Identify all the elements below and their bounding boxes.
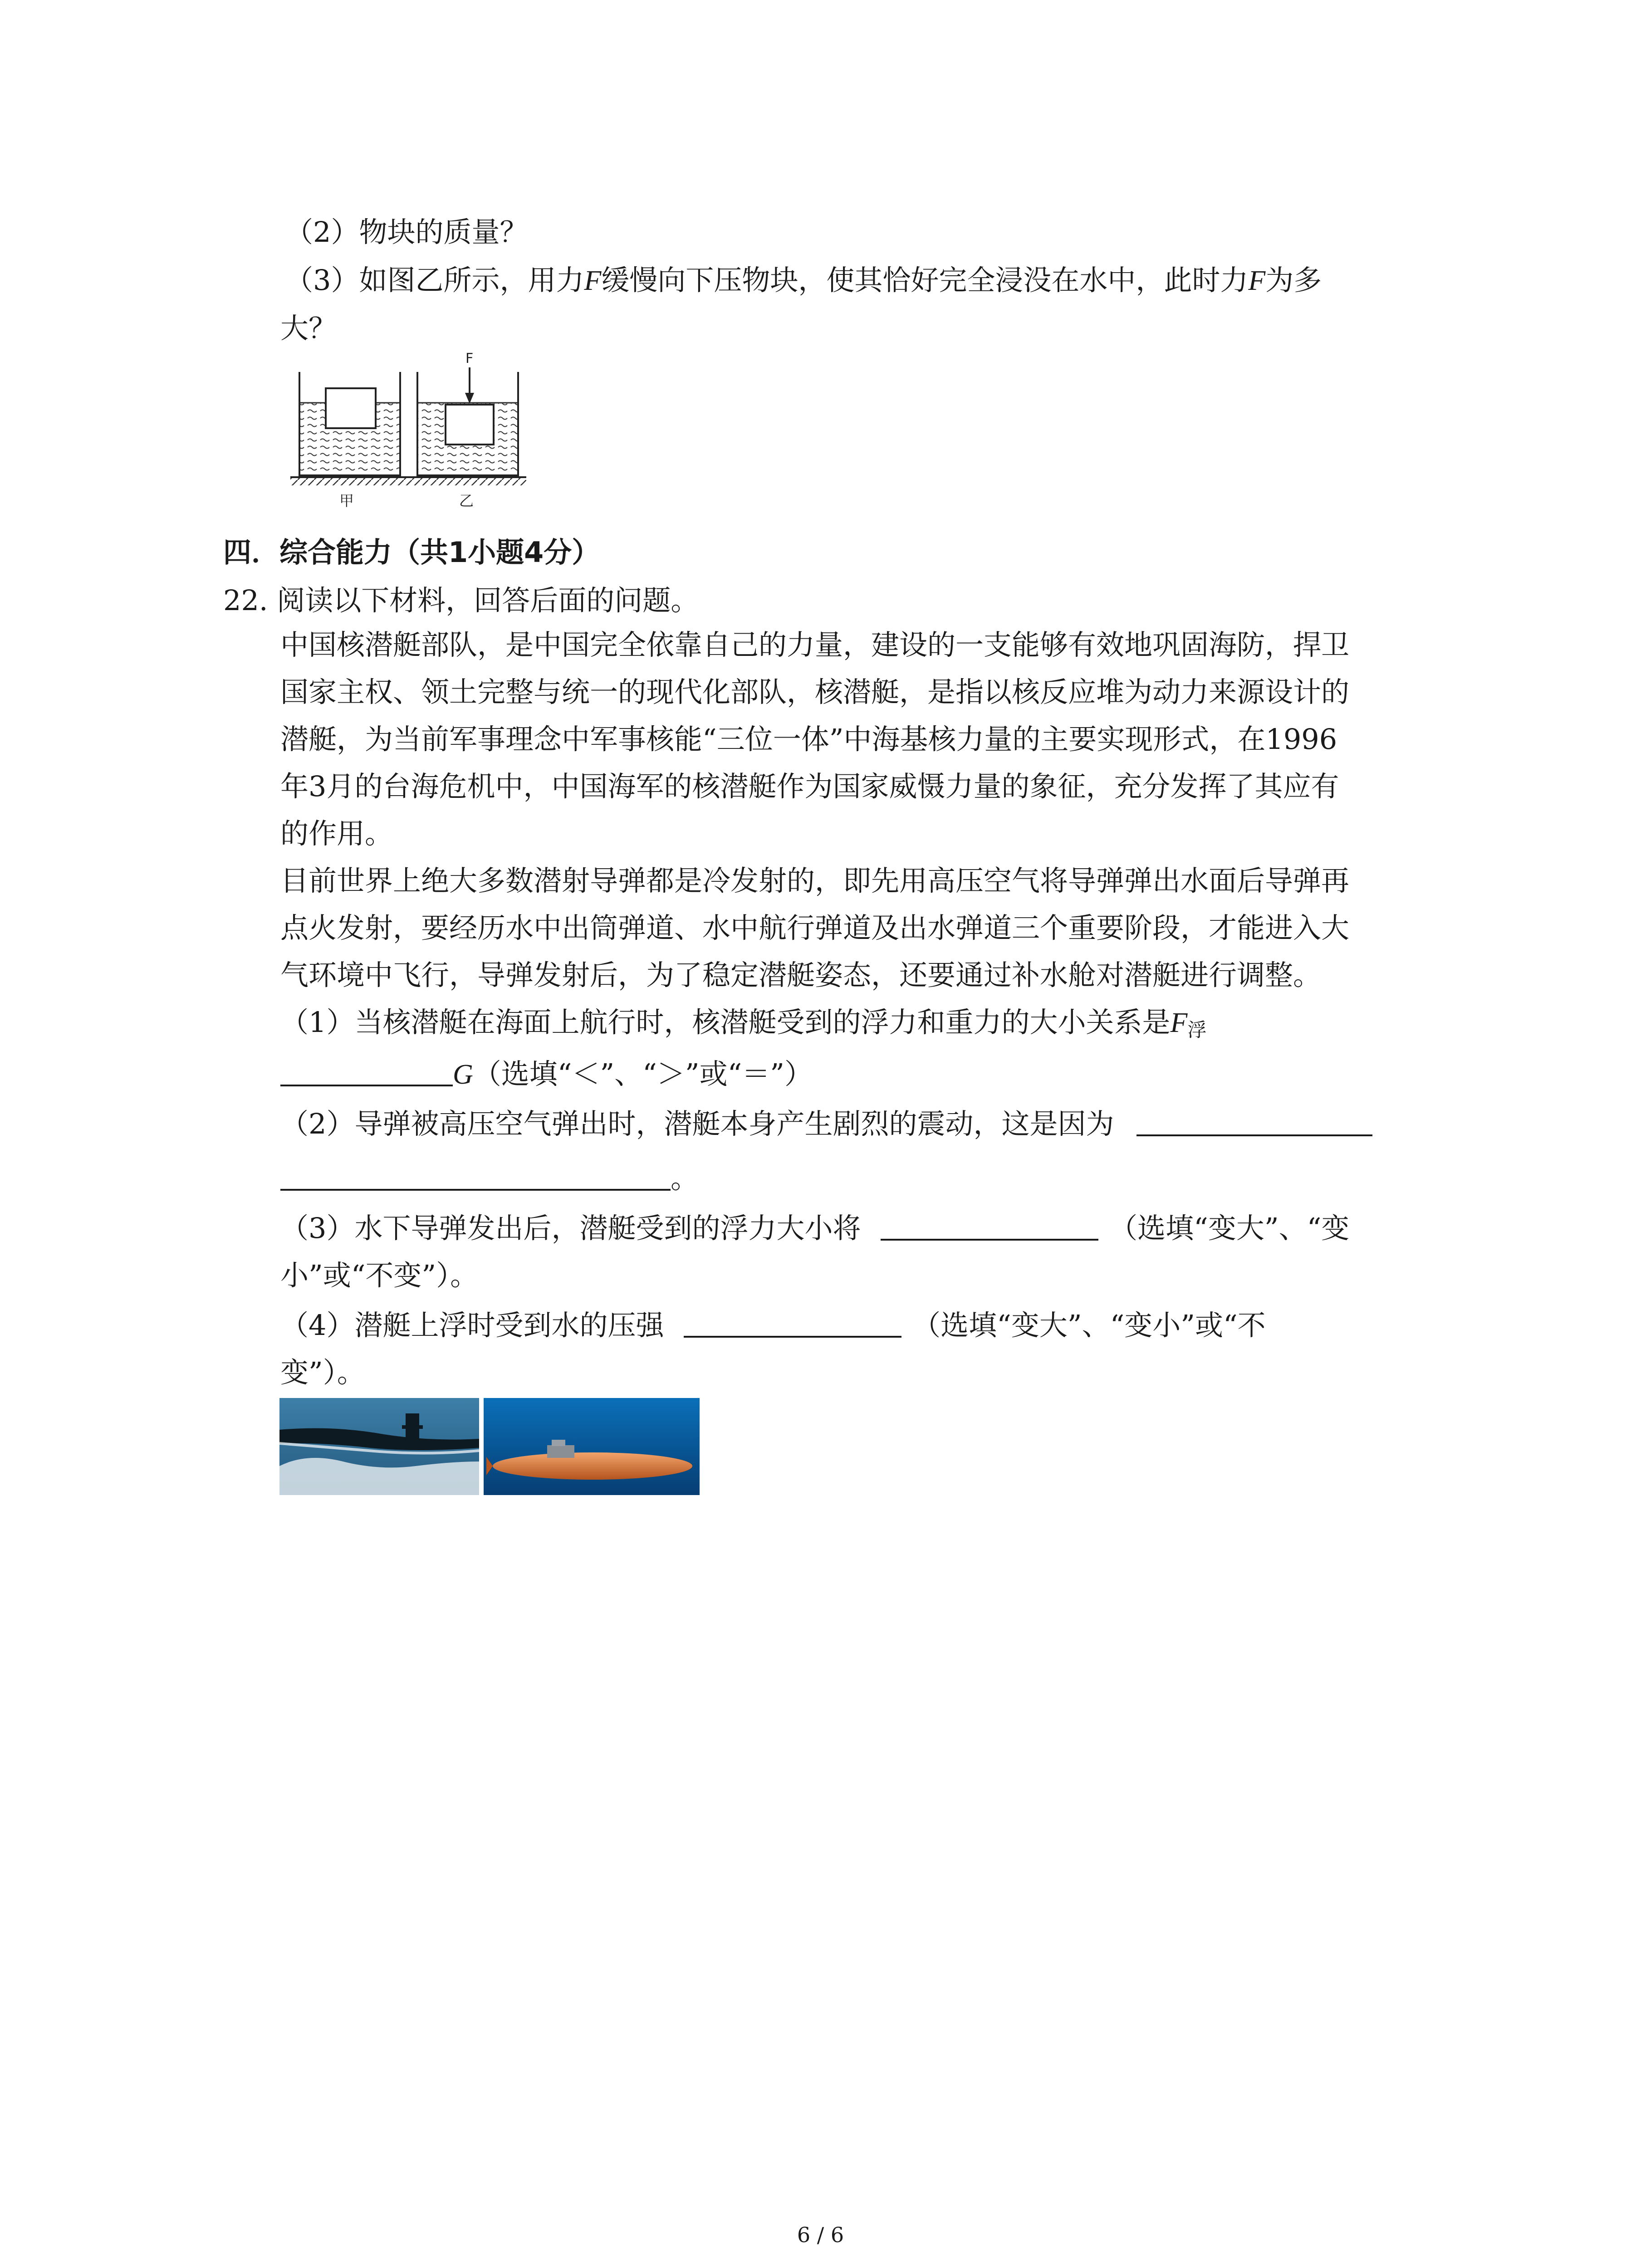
q22-intro: 22. 阅读以下材料，回答后面的问题。: [223, 584, 699, 617]
q22-s4-answer-blank[interactable]: [684, 1308, 901, 1338]
q22-s1-answer-blank[interactable]: [280, 1056, 453, 1086]
q22-para2-line3: 气环境中飞行，导弹发射后，为了稳定潜艇姿态，还要通过补水舱对潜艇进行调整。: [280, 958, 1322, 992]
submarine-underwater-photo: [484, 1398, 700, 1495]
page-number: 6 / 6: [797, 2223, 844, 2247]
figure-label-left: 甲: [339, 492, 354, 509]
force-arrowhead: [465, 393, 474, 404]
right-block: [446, 405, 494, 445]
q22-s4-line2: 变”）。: [280, 1356, 365, 1389]
q22-s1-line1: （1）当核潜艇在海面上航行时，核潜艇受到的浮力和重力的大小关系是$F_浮$: [280, 1006, 1207, 1041]
q22-s3-line1: （3）水下导弹发出后，潜艇受到的浮力大小将 （选填“变大”、“变: [280, 1212, 1350, 1245]
section4-heading: 四．综合能力（共1小题4分）: [223, 536, 600, 569]
figure-label-right: 乙: [459, 492, 474, 509]
submarine-surface-photo: [279, 1398, 479, 1495]
q22-para1-line1: 中国核潜艇部队，是中国完全依靠自己的力量，建设的一支能够有效地巩固海防，捍卫: [280, 628, 1350, 661]
q22-s1-line2: G（选填“＜”、“＞”或“＝”）: [280, 1055, 813, 1094]
q22-para2-line2: 点火发射，要经历水中出筒弹道、水中航行弹道及出水弹道三个重要阶段，才能进入大: [280, 911, 1350, 944]
q22-para1-line2: 国家主权、领土完整与统一的现代化部队，核潜艇，是指以核反应堆为动力来源设计的: [280, 675, 1350, 709]
q21-sub3-line1: （3）如图乙所示，用力F缓慢向下压物块，使其恰好完全浸没在水中，此时力F为多: [285, 264, 1322, 297]
q22-para2-line1: 目前世界上绝大多数潜射导弹都是冷发射的，即先用高压空气将导弹弹出水面后导弹再: [280, 864, 1350, 897]
q22-para1-line5: 的作用。: [280, 817, 393, 850]
q22-s2-answer-blank-2[interactable]: [280, 1161, 671, 1191]
left-block: [326, 388, 376, 428]
q21-sub2: （2）物块的质量？: [285, 215, 528, 249]
q22-para1-line4: 年3月的台海危机中，中国海军的核潜艇作为国家威慑力量的象征，充分发挥了其应有: [280, 770, 1339, 803]
ground-hatch: [290, 478, 526, 485]
q21-sub3-line2: 大？: [280, 312, 337, 345]
q22-s2-line2: 。: [280, 1159, 699, 1198]
q22-s2-line1: （2）导弹被高压空气弹出时，潜艇本身产生剧烈的震动，这是因为: [280, 1105, 1372, 1143]
beaker-figure: [281, 349, 535, 517]
q22-s3-line2: 小”或“不变”）。: [280, 1259, 479, 1292]
q22-para1-line3: 潜艇，为当前军事理念中军事核能“三位一体”中海基核力量的主要实现形式，在1996: [280, 723, 1337, 756]
q22-s2-answer-blank-1[interactable]: [1136, 1106, 1372, 1136]
q22-s4-line1: （4）潜艇上浮时受到水的压强 （选填“变大”、“变小”或“不: [280, 1309, 1266, 1342]
q22-s3-answer-blank[interactable]: [881, 1211, 1098, 1241]
force-label: F: [465, 351, 474, 367]
